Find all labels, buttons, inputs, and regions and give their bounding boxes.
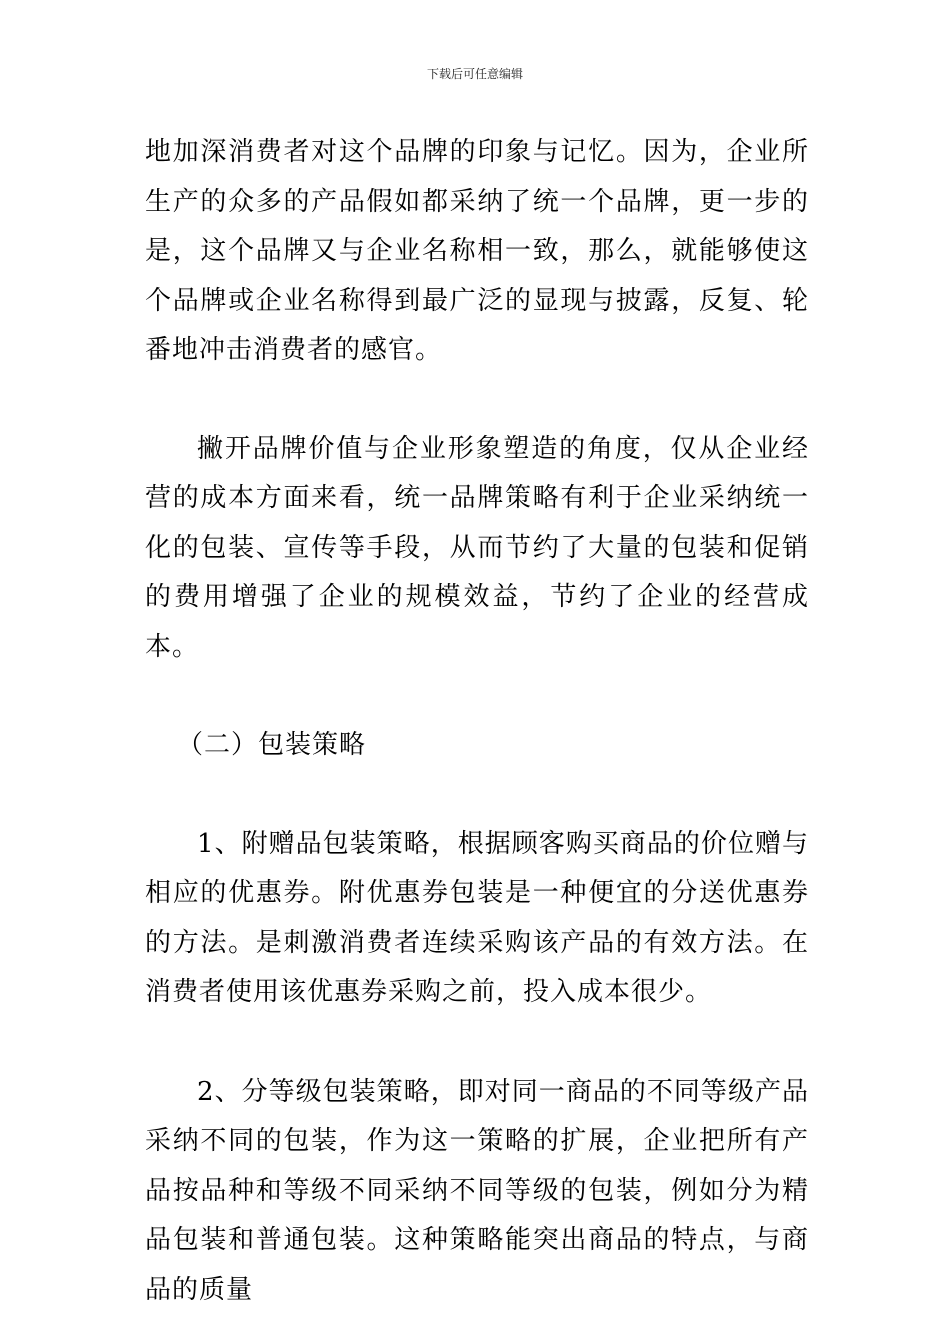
paragraph-brand-cost: 撇开品牌价值与企业形象塑造的角度，仅从企业经营的成本方面来看，统一品牌策略有利于企业采纳统一化的包装、宣传等手段，从而节约了大量的包装和促销的费用增强了企业的规模效益，节约了企业的经营成本。 [145,433,809,662]
paragraph-brand-memory: 地加深消费者对这个品牌的印象与记忆。因为，企业所生产的众多的产品假如都采纳了统一个品牌，更一步的是，这个品牌又与企业名称相一致，那么，就能够使这个品牌或企业名称得到最广泛的显现与披露，反复、轮番地冲击消费者的感官。 [145,137,809,365]
paragraph-spacer [145,672,809,721]
section-heading-packaging: （二）包装策略 [177,730,367,760]
page-header-note: 下载后可任意编辑 [426,67,523,81]
paragraph-spacer [145,1018,809,1068]
paragraph-grade-packaging: 2、分等级包装策略，即对同一商品的不同等级产品采纳不同的包装，作为这一策略的扩展，企业把所有产品按品种和等级不同采纳不同等级的包装，例如分为精品包装和普通包装。这种策略能突出商品的特点，与商品的质量 [145,1076,809,1305]
paragraph-gift-packaging: 1、附赠品包装策略，根据顾客购买商品的价位赠与相应的优惠券。附优惠券包装是一种便宜的分送优惠券的方法。是刺激消费者连续采购该产品的有效方法。在消费者使用该优惠券采购之前，投入成本很少。 [145,828,809,1007]
paragraph-spacer [145,376,809,425]
paragraph-spacer [145,771,809,820]
document-body [145,128,809,1315]
